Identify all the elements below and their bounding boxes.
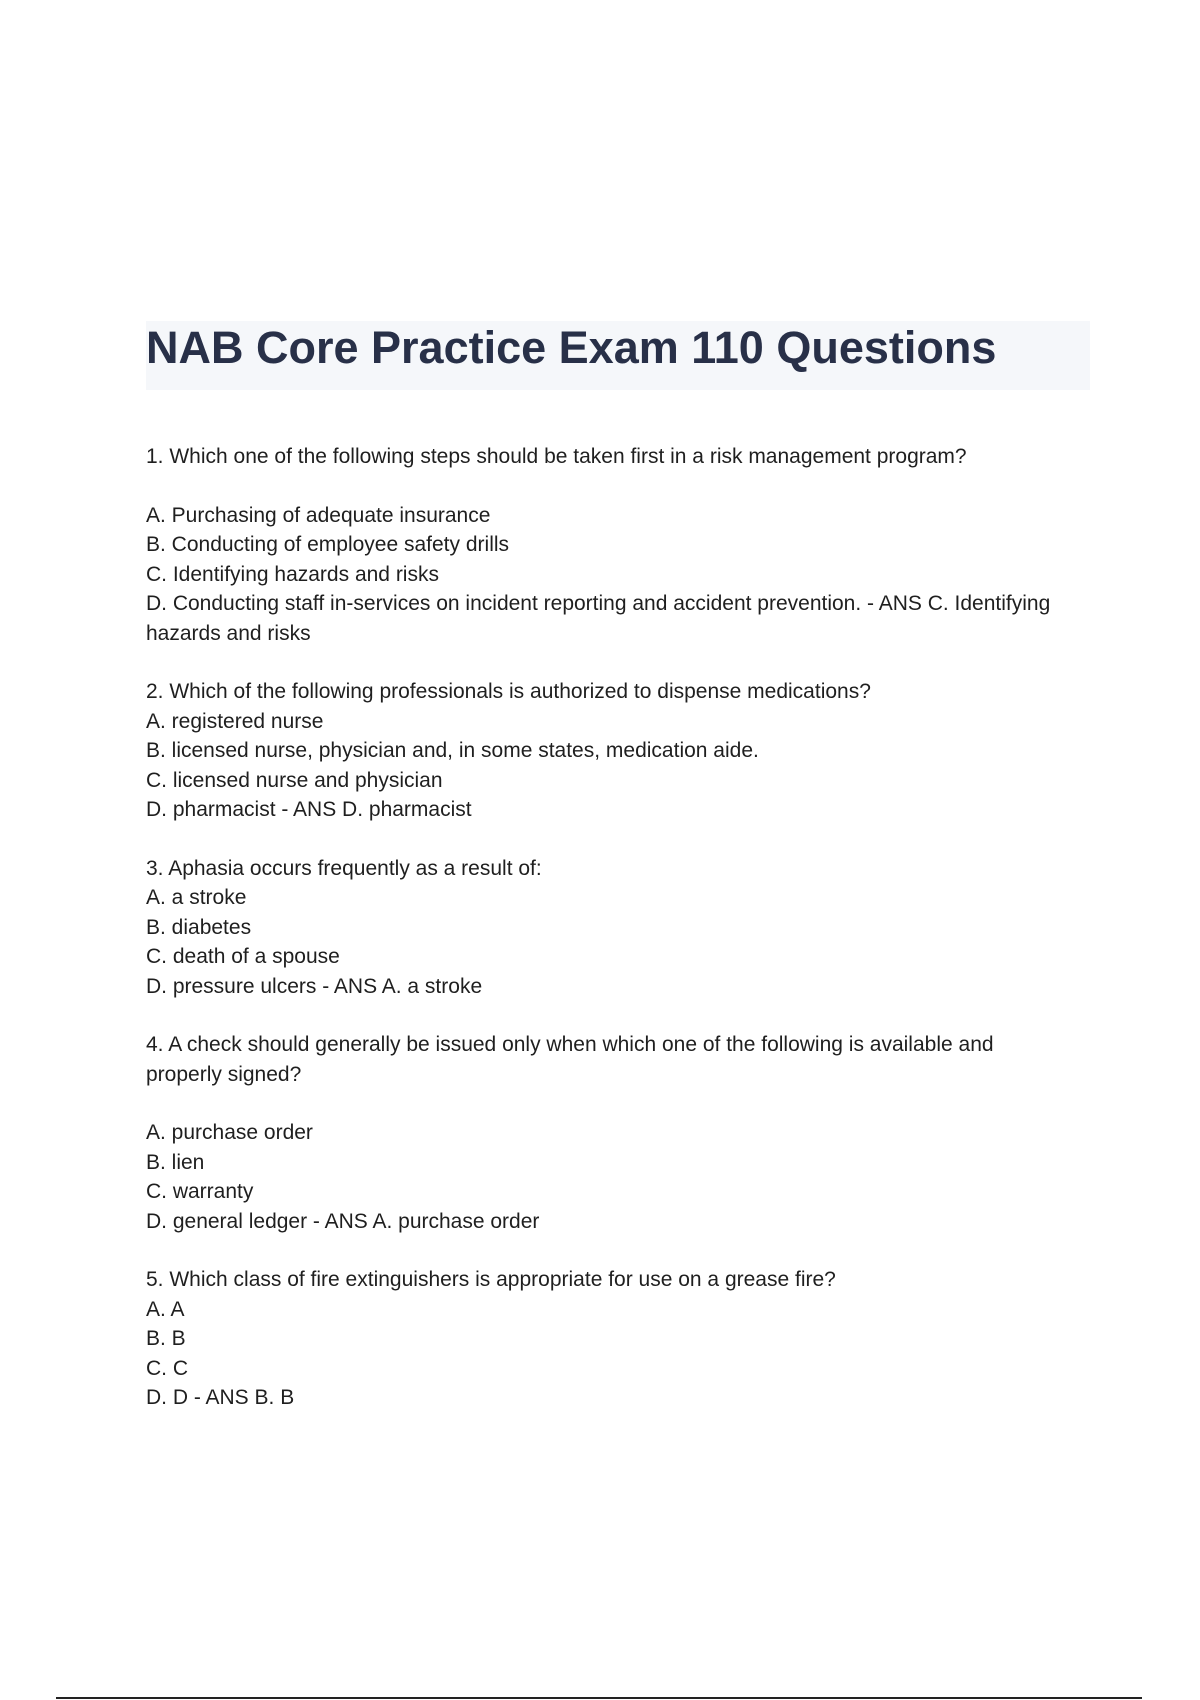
answer-option: A. A bbox=[146, 1297, 185, 1321]
answer-option: B. licensed nurse, physician and, in some states, medication aide. bbox=[146, 739, 759, 762]
question-text: 4. A check should generally be issued only when which one of the following is available and properly signed? bbox=[146, 1033, 994, 1086]
question-block bbox=[146, 1265, 1066, 1413]
answer-option: A. a stroke bbox=[146, 886, 247, 909]
answer-option: B. lien bbox=[146, 1150, 205, 1174]
answer-option: A. Purchasing of adequate insurance bbox=[146, 503, 491, 527]
answer-option-with-answer: D. D - ANS B. B bbox=[146, 1386, 295, 1409]
answer-option: A. purchase order bbox=[146, 1121, 313, 1144]
footer-divider bbox=[56, 1697, 1142, 1699]
question-text: 2. Which of the following professionals is authorized to dispense medications? bbox=[146, 680, 871, 703]
question-block bbox=[146, 442, 1066, 648]
answer-option: C. death of a spouse bbox=[146, 945, 340, 968]
question-text: 3. Aphasia occurs frequently as a result of: bbox=[146, 856, 542, 880]
question-block bbox=[146, 1030, 1066, 1236]
answer-option: B. diabetes bbox=[146, 915, 252, 939]
answer-option: C. Identifying hazards and risks bbox=[146, 562, 439, 586]
answer-option: C. C bbox=[146, 1356, 188, 1380]
answer-option: B. B bbox=[146, 1327, 186, 1350]
questions-list bbox=[146, 442, 1066, 1442]
document-title: NAB Core Practice Exam 110 Questions bbox=[146, 322, 997, 373]
answer-option: C. licensed nurse and physician bbox=[146, 768, 443, 792]
answer-option: A. registered nurse bbox=[146, 709, 324, 733]
answer-option-with-answer: D. pharmacist - ANS D. pharmacist bbox=[146, 798, 472, 821]
answer-option-with-answer: D. Conducting staff in-services on incident reporting and accident prevention. - ANS C. Identifying hazards and risks bbox=[146, 592, 1051, 645]
answer-option: B. Conducting of employee safety drills bbox=[146, 533, 510, 556]
answer-option-with-answer: D. general ledger - ANS A. purchase order bbox=[146, 1209, 540, 1233]
question-text: 1. Which one of the following steps should be taken first in a risk management program? bbox=[146, 445, 967, 468]
answer-option-with-answer: D. pressure ulcers - ANS A. a stroke bbox=[146, 974, 483, 998]
question-text: 5. Which class of fire extinguishers is appropriate for use on a grease fire? bbox=[146, 1268, 836, 1291]
answer-option: C. warranty bbox=[146, 1180, 254, 1203]
question-block bbox=[146, 677, 1066, 825]
question-block bbox=[146, 854, 1066, 1002]
